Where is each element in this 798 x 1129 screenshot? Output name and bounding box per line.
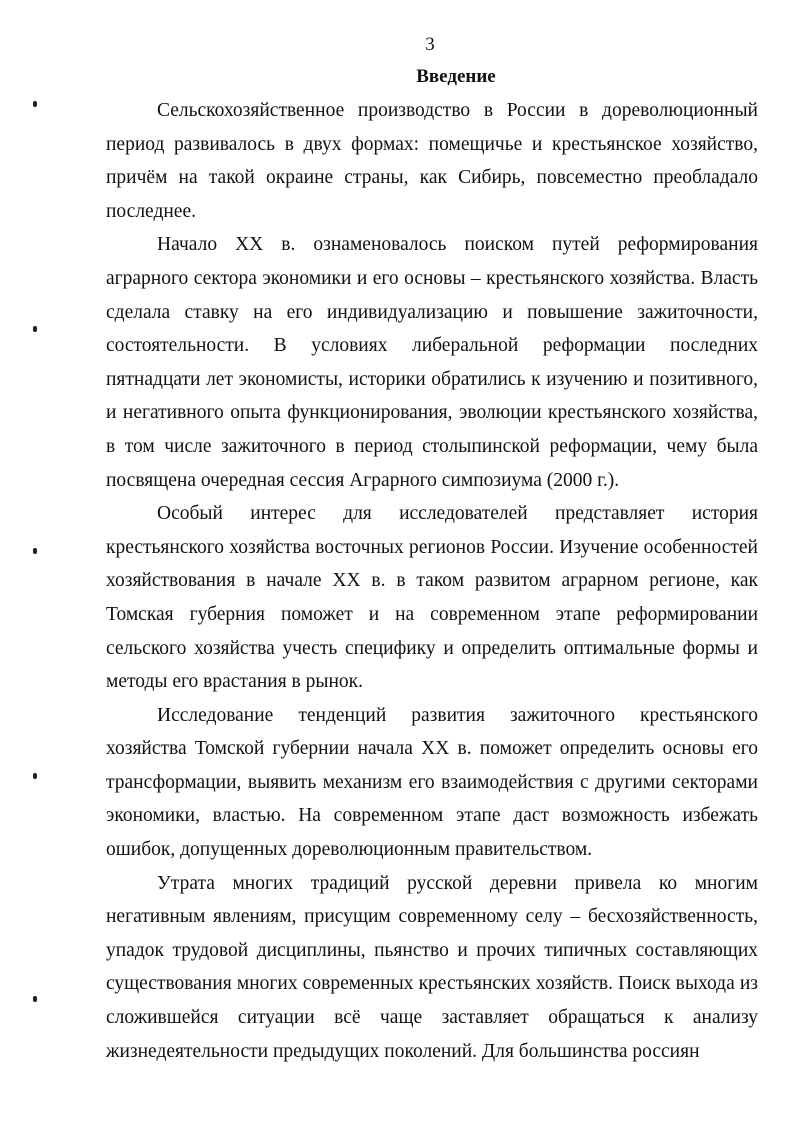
- document-body: [106, 94, 758, 1068]
- scan-speck: [33, 996, 37, 1002]
- paragraph: Утрата многих традиций русской деревни привела ко многим негативным явлениям, присущим современному селу – бесхозяйственность, упадок трудовой дисциплины, пьянство и прочих типичных составляющих существования многих современных крестьянских хозяйств. Поиск выхода из сложившейся ситуации всё чаще заставляет обращаться к анализу жизнедеятельности предыдущих поколений. Для большинства россиян: [106, 872, 758, 1062]
- page-number: 3: [425, 34, 435, 55]
- paragraph: Начало XX в. ознаменовалось поиском путей реформирования аграрного сектора экономики и его основы – крестьянского хозяйства. Власть сделала ставку на его индивидуализацию и повышение зажиточности, состоятельности. В условиях либеральной реформации последних пятнадцати лет экономисты, историки обратились к изучению и позитивного, и негативного опыта функционирования, эволюции крестьянского хозяйства, в том числе зажиточного в период столыпинской реформации, чему была посвящена очередная сессия Аграрного симпозиума (2000 г.).: [106, 234, 758, 491]
- paragraph: Особый интерес для исследователей представляет история крестьянского хозяйства восточных регионов России. Изучение особенностей хозяйствования в начале XX в. в таком развитом аграрном регионе, как Томская губерния поможет и на современном этапе реформировании сельского хозяйства учесть специфику и определить оптимальные формы и методы его врастания в рынок.: [106, 503, 758, 693]
- scan-speck: [33, 326, 37, 332]
- paragraph: Сельскохозяйственное производство в России в дореволюционный период развивалось в двух формах: помещичье и крестьянское хозяйство, причём на такой окраине страны, как Сибирь, повсеместно преобладало последнее.: [106, 100, 758, 222]
- section-heading: Введение: [416, 66, 496, 87]
- scan-speck: [33, 101, 37, 107]
- scan-speck: [33, 548, 37, 554]
- paragraph: Исследование тенденций развития зажиточного крестьянского хозяйства Томской губернии начала XX в. поможет определить основы его трансформации, выявить механизм его взаимодействия с другими секторами экономики, властью. На современном этапе даст возможность избежать ошибок, допущенных дореволюционным правительством.: [106, 704, 758, 861]
- scan-speck: [33, 773, 37, 779]
